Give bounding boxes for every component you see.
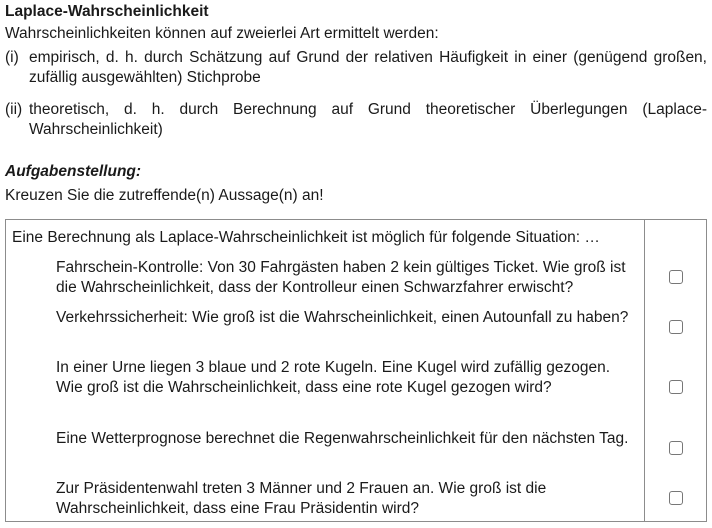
option-text: Fahrschein-Kontrolle: Von 30 Fahrgästen haben 2 kein gültiges Ticket. Wie groß ist die Wahrscheinlichkeit, dass der Kontrolleur einen Schwarzfahrer erwischt? [56,259,626,296]
option-checkbox[interactable] [669,491,683,505]
answer-table [5,219,707,522]
table-column-divider [644,220,645,521]
definition-number: (ii) [5,101,23,118]
table-header: Eine Berechnung als Laplace-Wahrscheinlichkeit ist möglich für folgende Situation: … [12,229,600,246]
task-instruction: Kreuzen Sie die zutreffende(n) Aussage(n) an! [5,187,324,204]
option-checkbox[interactable] [669,380,683,394]
definition-number: (i) [5,49,19,66]
option-text: In einer Urne liegen 3 blaue und 2 rote Kugeln. Eine Kugel wird zufällig gezogen. Wie groß ist die Wahrscheinlichkeit, dass eine rote Kugel gezogen wird? [56,359,611,396]
task-heading: Aufgabenstellung: [5,163,142,180]
option-text: Zur Präsidentenwahl treten 3 Männer und 2 Frauen an. Wie groß ist die Wahrscheinlichkeit, dass eine Frau Präsidentin wird? [56,480,547,517]
definition-text: theoretisch, d. h. durch Berechnung auf Grund theoretischer Überlegungen (Laplace-Wahrscheinlichkeit) [29,101,707,138]
intro-text: Wahrscheinlichkeiten können auf zweierlei Art ermittelt werden: [5,25,439,42]
definition-item [5,48,707,100]
option-checkbox[interactable] [669,441,683,455]
option-checkbox[interactable] [669,320,683,334]
option-text: Verkehrssicherheit: Wie groß ist die Wahrscheinlichkeit, einen Autounfall zu haben? [56,309,629,326]
option-checkbox[interactable] [669,270,683,284]
option-text: Eine Wetterprognose berechnet die Regenwahrscheinlichkeit für den nächsten Tag. [56,430,629,447]
worksheet [5,2,707,517]
definition-item [5,100,707,152]
page-title: Laplace-Wahrscheinlichkeit [5,3,209,20]
definition-text: empirisch, d. h. durch Schätzung auf Grund der relativen Häufigkeit in einer (genügend großen, zufällig ausgewählten) Stichprobe [29,49,707,86]
